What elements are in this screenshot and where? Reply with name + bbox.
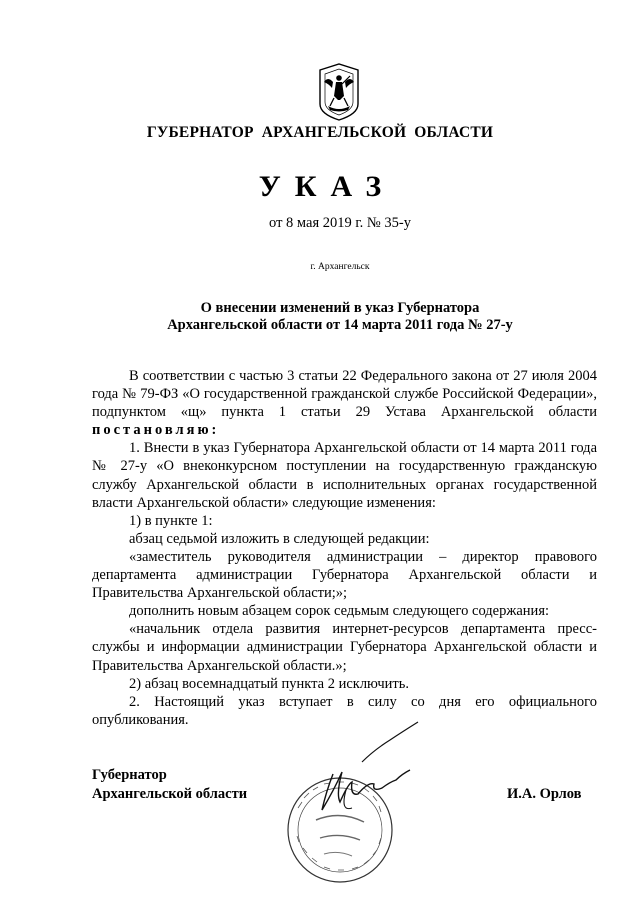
document-date-number: от 8 мая 2019 г. № 35-у [269, 215, 411, 231]
signatory-position-line-1: Губернатор [92, 767, 167, 783]
document-type-title: УКАЗ [258, 170, 396, 203]
decree-word: постановляю [92, 422, 212, 439]
signatory-position [92, 766, 247, 804]
item-1-1-c: дополнить новым абзацем сорок седьмым следующего содержания: [129, 603, 550, 620]
signatory-position-line-2: Архангельской области [92, 786, 248, 802]
item-1-1-b: «заместитель руководителя администрации – директор правового департамента администрации Губернатора Архангельской области и Правительства Архангельской области;»; [92, 548, 597, 602]
item-1-1: 1) в пункте 1: [129, 512, 213, 529]
official-stamp-and-signature [278, 712, 428, 902]
document-city: г. Архангельск [310, 262, 370, 272]
document-subject [0, 300, 640, 334]
arkhangelsk-coat-of-arms-icon [314, 60, 364, 122]
item-1-2: 2) абзац восемнадцатый пункта 2 исключить. [129, 675, 409, 692]
preamble-paragraph: В соответствии с частью 3 статьи 22 Федерального закона от 27 июля 2004 года № 79-ФЗ «О государственной гражданской службе Российской Федерации», подпунктом «щ» пункта 1 статьи 29 Устава Архангельской области постановляю: [92, 368, 597, 439]
item-2: 2. Настоящий указ вступает в силу со дня его официального опубликования. [92, 693, 597, 728]
item-1-1-a: абзац седьмой изложить в следующей редакции: [129, 530, 430, 547]
subject-line-2: Архангельской области от 14 марта 2011 года № 27-у [167, 317, 513, 333]
issuing-authority: ГУБЕРНАТОР АРХАНГЕЛЬСКОЙ ОБЛАСТИ [146, 124, 494, 141]
subject-line-1: О внесении изменений в указ Губернатора [200, 300, 480, 316]
signatory-name: И.А. Орлов [507, 786, 582, 802]
item-1-1-d: «начальник отдела развития интернет-ресурсов департамента пресс-службы и информации администрации Губернатора Архангельской области и Правительства Архангельской области.»; [92, 621, 597, 674]
item-1: 1. Внести в указ Губернатора Архангельской области от 14 марта 2011 года № 27-у «О внеконкурсном поступлении на государственную гражданскую службу Архангельской области в исполнительных органах государственной власти Архангельской области» следующие изменения: [92, 440, 597, 511]
preamble-text: В соответствии с частью 3 статьи 22 Федерального закона от 27 июля 2004 года № 79-ФЗ «О государственной гражданской службе Российской Федерации», подпунктом «щ» пункта 1 статьи 29 Устава Архангельской области [92, 368, 597, 421]
document-body [92, 367, 597, 729]
